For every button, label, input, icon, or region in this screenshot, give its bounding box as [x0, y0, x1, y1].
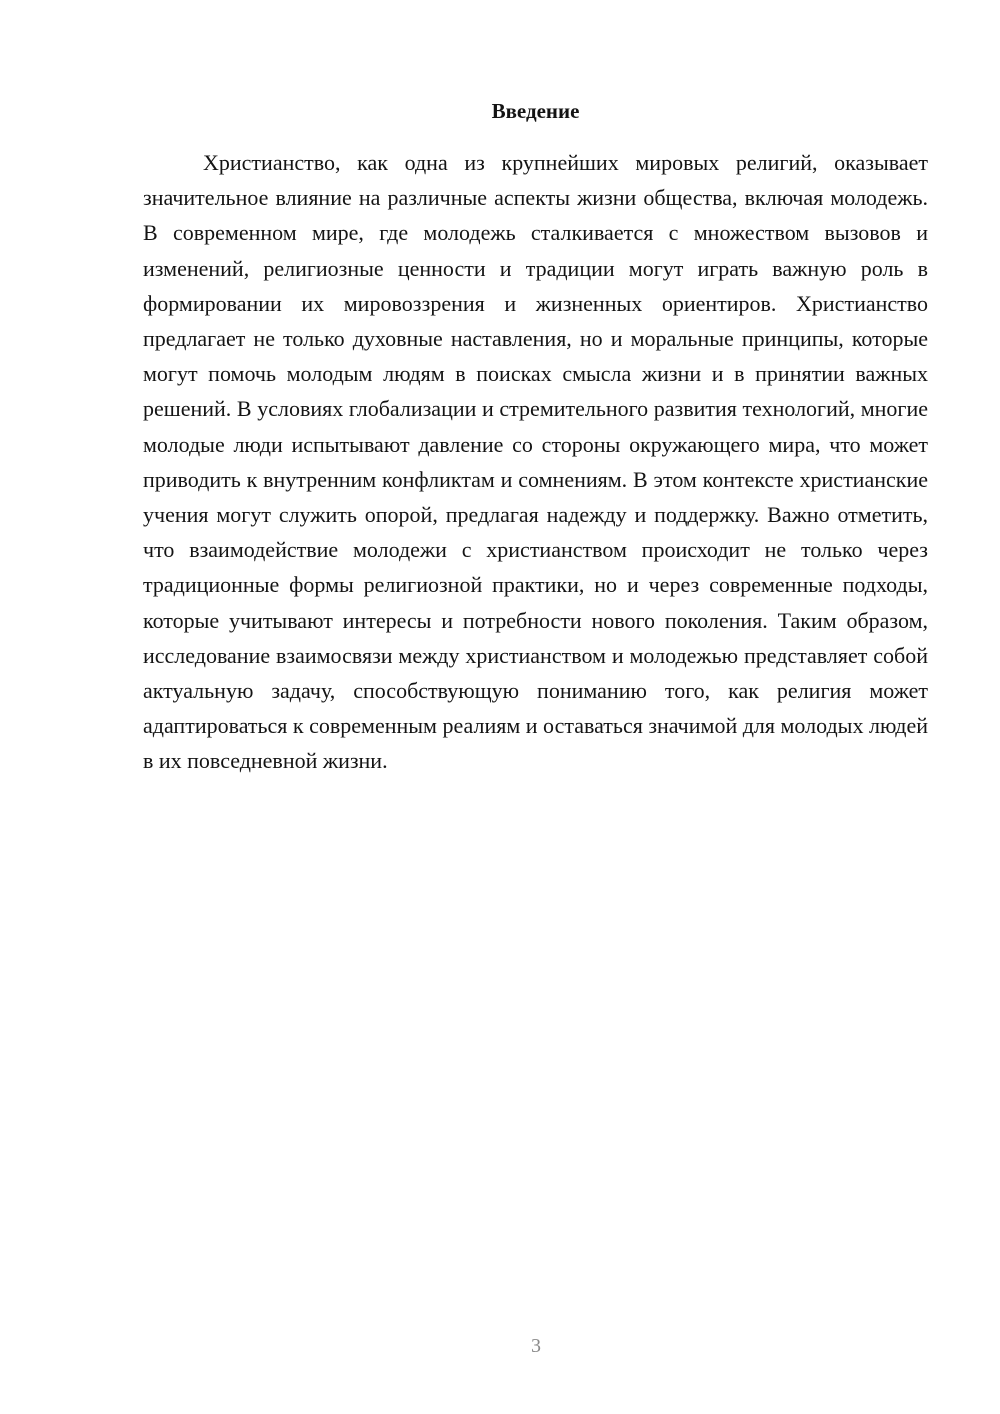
body-paragraph: Христианство, как одна из крупнейших мировых религий, оказывает значительное влияние на различные аспекты жизни общества, включая молодежь. В современном мире, где молодежь сталкивается с множеством вызовов и изменений, религиозные ценности и традиции могут играть важную роль в формировании их мировоззрения и жизненных ориентиров. Христианство предлагает не только духовные наставления, но и моральные принципы, которые могут помочь молодым людям в поисках смысла жизни и в принятии важных решений. В условиях глобализации и стремительного развития технологий, многие молодые люди испытывают давление со стороны окружающего мира, что может приводить к внутренним конфликтам и сомнениям. В этом контексте христианские учения могут служить опорой, предлагая надежду и поддержку. Важно отметить, что взаимодействие молодежи с христианством происходит не только через традиционные формы религиозной практики, но и через современные подходы, которые учитывают интересы и потребности нового поколения. Таким образом, исследование взаимосвязи между христианством и молодежью представляет собой актуальную задачу, способствующую пониманию того, как религия может адаптироваться к современным реалиям и оставаться значимой для молодых людей в их повседневной жизни.	[143, 150, 928, 774]
page-number: 3	[531, 1335, 541, 1357]
section-title: Введение	[491, 99, 580, 123]
